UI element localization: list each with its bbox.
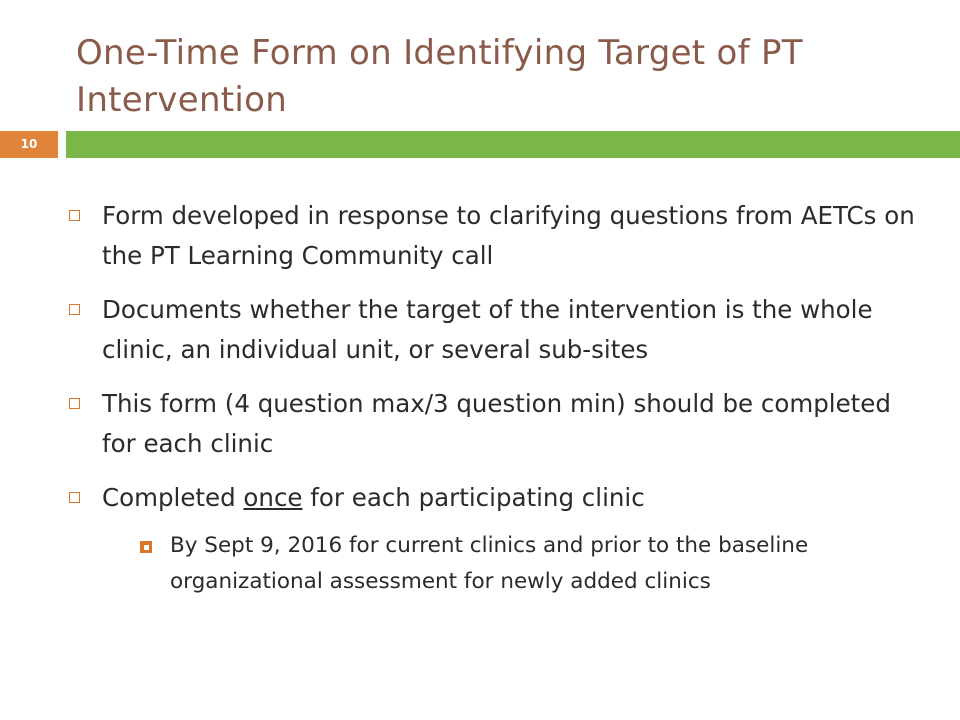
slide-title: One-Time Form on Identifying Target of PT Intervention	[76, 33, 803, 120]
hollow-square-bullet-icon	[69, 492, 80, 503]
bullet-text-after: for each participating clinic	[302, 483, 645, 512]
filled-square-bullet-icon	[140, 541, 152, 553]
bullet-text-underlined: once	[243, 483, 303, 512]
hollow-square-bullet-icon	[69, 210, 80, 221]
sub-bullet-item	[102, 528, 916, 600]
slide-number-badge: 10	[0, 131, 58, 158]
title-divider-bar	[66, 131, 960, 158]
bullet-item	[66, 196, 916, 276]
hollow-square-bullet-icon	[69, 304, 80, 315]
bullet-list	[66, 196, 916, 614]
hollow-square-bullet-icon	[69, 398, 80, 409]
sub-bullet-text: By Sept 9, 2016 for current clinics and prior to the baseline organizational assessment for newly added clinics	[170, 533, 809, 594]
bullet-text: This form (4 question max/3 question min) should be completed for each clinic	[102, 389, 891, 458]
bullet-text-before: Completed	[102, 483, 244, 512]
bullet-item	[66, 290, 916, 370]
bullet-item	[66, 384, 916, 464]
bullet-text: Documents whether the target of the intervention is the whole clinic, an individual unit, or several sub-sites	[102, 295, 873, 364]
bullet-text	[102, 483, 645, 512]
bullet-item	[66, 478, 916, 600]
bullet-text: Form developed in response to clarifying questions from AETCs on the PT Learning Community call	[102, 201, 915, 270]
